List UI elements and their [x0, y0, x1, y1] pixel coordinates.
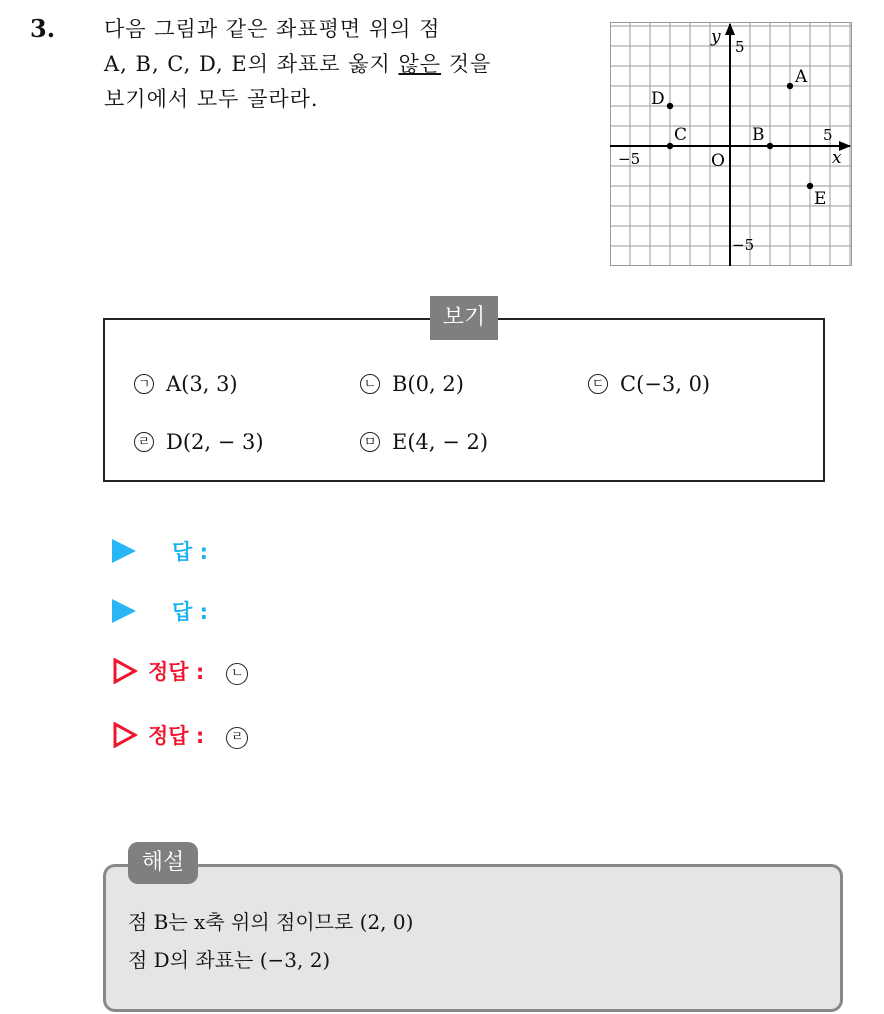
point-label-B: B — [752, 125, 765, 145]
bogi-box — [103, 318, 825, 482]
coordinate-plane-figure — [610, 22, 852, 266]
point-D — [667, 103, 673, 109]
question-number: 3. — [30, 14, 56, 43]
point-label-C: C — [674, 125, 688, 145]
answer-label: 답 : — [172, 600, 208, 624]
solution-title: 해설 — [128, 842, 198, 884]
play-arrow-icon — [112, 539, 136, 563]
correct-answer-row-1 — [112, 656, 248, 686]
choice-5 — [360, 430, 488, 454]
point-A — [787, 83, 793, 89]
x-axis-label: x — [832, 148, 842, 168]
choice-3-text: C(−3, 0) — [620, 372, 711, 396]
y-axis-label: y — [711, 27, 721, 47]
play-arrow-icon — [112, 599, 136, 623]
origin-label: O — [711, 151, 725, 171]
choice-5-marker: ㅁ — [360, 432, 380, 452]
answer-label: 답 : — [172, 540, 208, 564]
correct-answer-row-2 — [112, 720, 248, 750]
correct-answer-value: ㄴ — [226, 658, 248, 685]
choice-1-marker: ㄱ — [134, 374, 154, 394]
choice-1-text: A(3, 3) — [166, 372, 238, 396]
choice-4-marker: ㄹ — [134, 432, 154, 452]
question-text — [104, 12, 584, 117]
correct-answer-label: 정답 : — [148, 660, 205, 684]
answer-row-2 — [112, 596, 208, 626]
y-axis-arrow-icon — [725, 23, 735, 35]
point-label-A: A — [795, 67, 808, 87]
choice-2-marker: ㄴ — [360, 374, 380, 394]
x-tick-label-neg5: −5 — [618, 150, 641, 168]
choice-3-marker: ㄷ — [588, 374, 608, 394]
choice-3 — [588, 372, 710, 396]
x-tick-label-5: 5 — [823, 126, 833, 144]
solution-line-2: 점 D의 좌표는 (−3, 2) — [128, 948, 331, 972]
point-E — [807, 183, 813, 189]
outline-arrow-icon — [112, 658, 138, 684]
point-label-D: D — [651, 89, 665, 109]
choice-5-text: E(4, − 2) — [392, 430, 489, 454]
underlined-word: 않은 — [398, 52, 442, 76]
y-tick-label-neg5: −5 — [732, 236, 755, 254]
y-tick-label-5: 5 — [735, 38, 745, 56]
solution-line-1: 점 B는 x축 위의 점이므로 (2, 0) — [128, 910, 414, 934]
choice-2 — [360, 372, 464, 396]
question-line-1: 다음 그림과 같은 좌표평면 위의 점 — [104, 17, 441, 41]
choice-2-text: B(0, 2) — [392, 372, 464, 396]
question-line-2: A, B, C, D, E의 좌표로 옳지 않은 것을 — [104, 52, 492, 76]
correct-answer-value: ㄹ — [226, 722, 248, 749]
bogi-title: 보기 — [430, 296, 498, 340]
choice-4-text: D(2, − 3) — [166, 430, 264, 454]
point-label-E: E — [814, 189, 827, 209]
choice-4 — [134, 430, 264, 454]
correct-answer-label: 정답 : — [148, 724, 205, 748]
question-line-3: 보기에서 모두 골라라. — [104, 87, 319, 111]
point-B — [767, 143, 773, 149]
solution-box — [103, 864, 843, 1012]
answer-row-1 — [112, 536, 208, 566]
outline-arrow-icon — [112, 722, 138, 748]
choice-1 — [134, 372, 238, 396]
point-C — [667, 143, 673, 149]
